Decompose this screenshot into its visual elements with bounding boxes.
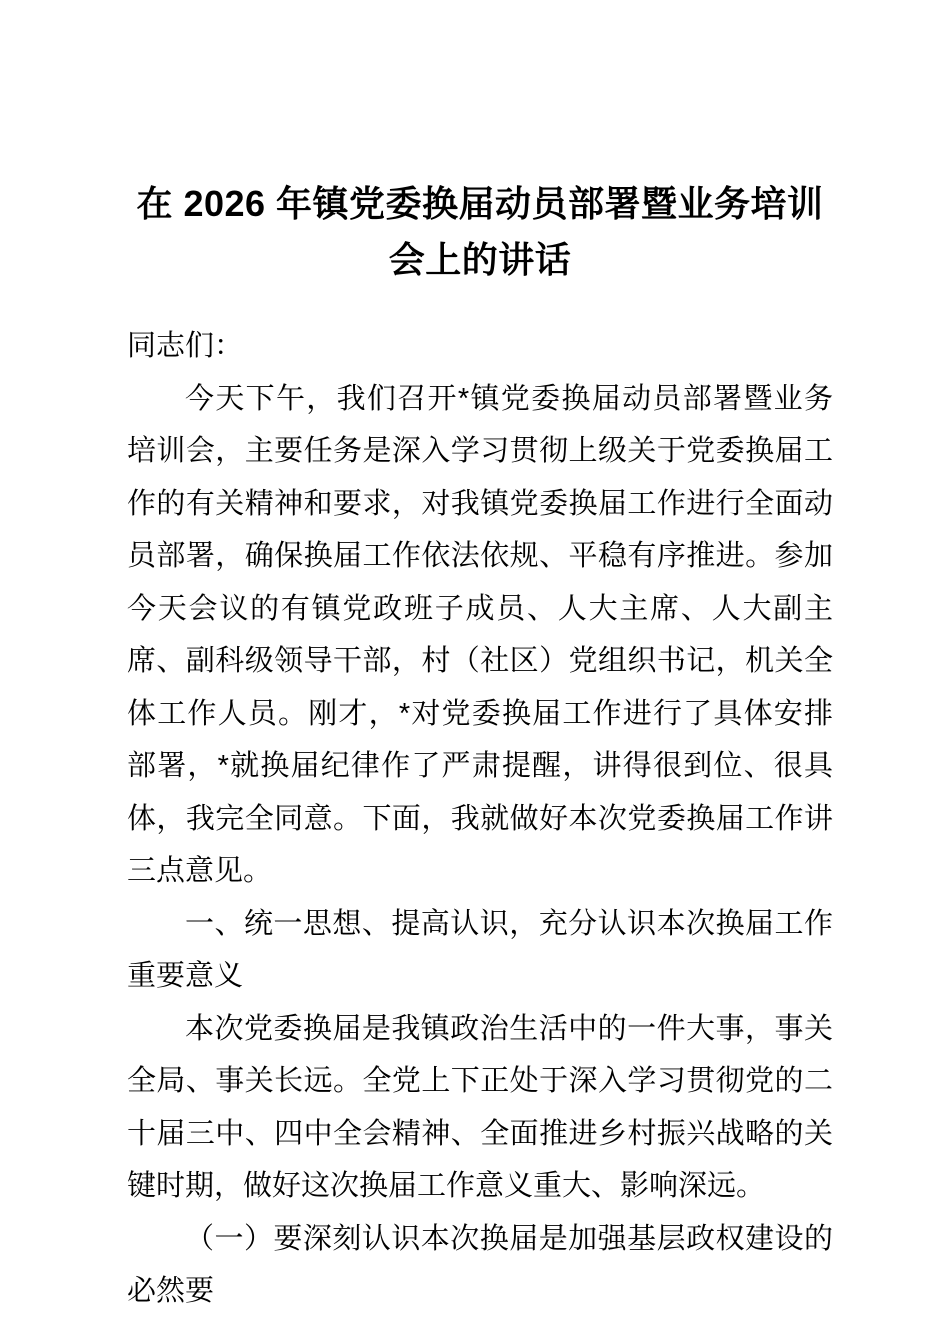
subsection-heading-1-1: （一）要深刻认识本次换届是加强基层政权建设的必然要 bbox=[127, 1222, 833, 1307]
document-content bbox=[127, 0, 833, 1318]
opening-paragraph: 今天下午，我们召开*镇党委换届动员部署暨业务培训会，主要任务是深入学习贯彻上级关于党委换届工作的有关精神和要求，对我镇党委换届工作进行全面动员部署，确保换届工作依法依规、平稳有序推进。参加今天会议的有镇党政班子成员、人大主席、人大副主席、副科级领导干部，村（社区）党组织书记，机关全体工作人员。刚才，*对党委换届工作进行了具体安排部署，*就换届纪律作了严肃提醒，讲得很到位、很具体，我完全同意。下面，我就做好本次党委换届工作讲三点意见。 bbox=[127, 382, 833, 887]
section-heading-1: 一、统一思想、提高认识，充分认识本次换届工作重要意义 bbox=[127, 907, 833, 992]
section-1-paragraph-1: 本次党委换届是我镇政治生活中的一件大事，事关全局、事关长远。全党上下正处于深入学习贯彻党的二十届三中、四中全会精神、全面推进乡村振兴战略的关键时期，做好这次换届工作意义重大、影响深远。 bbox=[127, 1012, 833, 1202]
document-title: 在 2026 年镇党委换届动员部署暨业务培训会上的讲话 bbox=[136, 183, 824, 280]
salutation: 同志们： bbox=[127, 330, 244, 362]
title-body-spacer bbox=[127, 288, 833, 320]
